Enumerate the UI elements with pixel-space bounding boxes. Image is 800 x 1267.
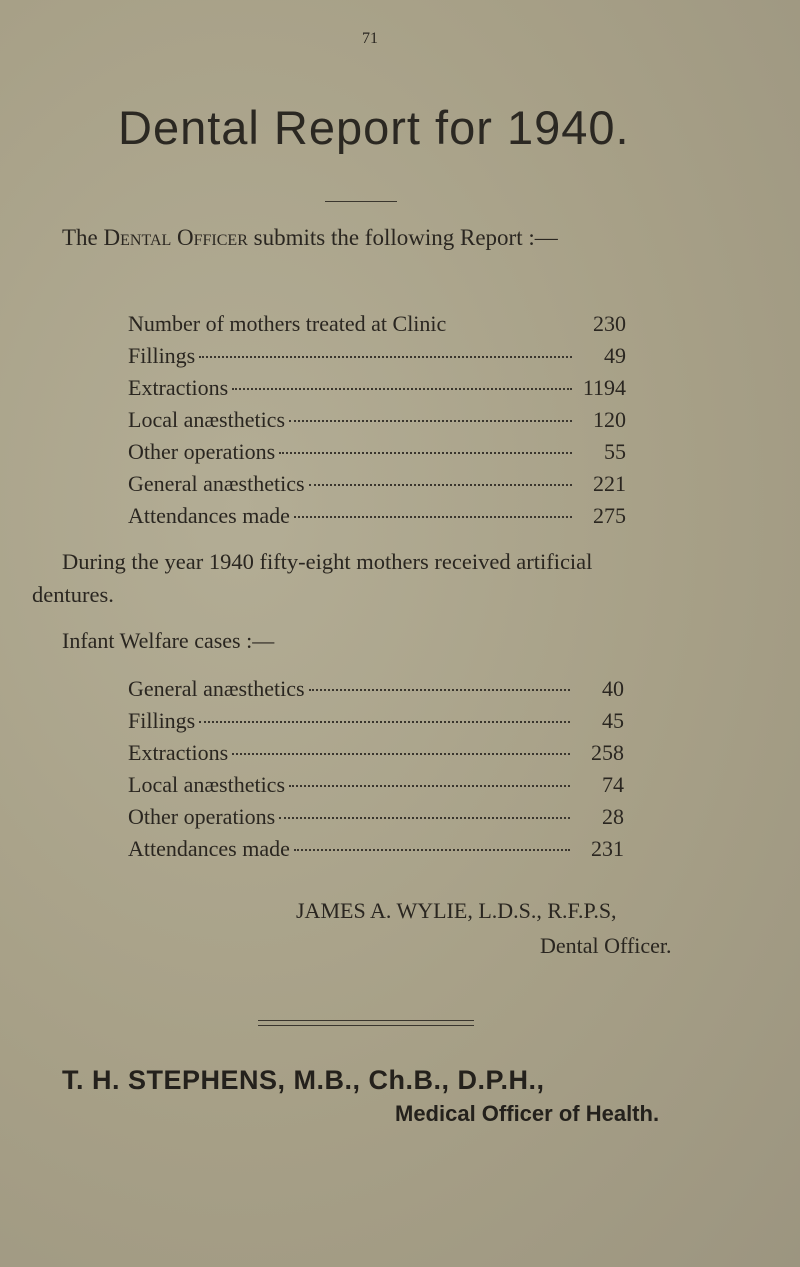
dot-leader [279,817,570,819]
table-row [128,375,626,407]
section-divider [258,1020,474,1026]
dot-leader [309,484,572,486]
row-value: 231 [591,836,624,861]
row-value: 275 [593,503,626,528]
row-label: Fillings [128,708,196,733]
infant-table [128,676,624,868]
medical-officer-name: T. H. STEPHENS, M.B., Ch.B., D.P.H., [62,1065,545,1095]
dot-leader [232,388,572,390]
table-row [128,311,626,343]
dot-leader [199,356,572,358]
row-value: 45 [602,708,624,733]
row-label: Fillings [128,343,196,368]
row-label: Other operations [128,804,276,829]
row-value: 49 [604,343,626,368]
row-value: 221 [593,471,626,496]
intro-prefix: The [62,225,98,250]
row-value: 55 [604,439,626,464]
row-label: General anæsthetics [128,471,305,496]
row-label: Attendances made [128,503,290,528]
table-row [128,407,626,439]
paragraph-line: dentures. [32,582,114,607]
row-value: 120 [593,407,626,432]
dot-leader [232,753,570,755]
dental-officer-label: Dental Officer [103,225,248,250]
dot-leader [294,516,572,518]
row-label: Number of mothers treated at Clinic [128,311,447,336]
dot-leader [294,849,570,851]
title-underline [325,201,397,202]
table-row [128,343,626,375]
table-row [128,471,626,503]
page-number: 71 [362,30,378,47]
table-row [128,676,624,708]
table-row [128,503,626,535]
row-label: General anæsthetics [128,676,305,701]
row-label: Extractions [128,375,229,400]
row-value: 258 [591,740,624,765]
table-row [128,439,626,471]
table-row [128,804,624,836]
mothers-table [128,311,626,535]
row-value: 1194 [582,375,626,400]
row-value: 230 [593,311,626,336]
dot-leader [199,721,570,723]
table-row [128,708,624,740]
intro-line [62,225,558,251]
intro-suffix: submits the following Report :— [253,225,558,250]
row-value: 74 [602,772,624,797]
dot-leader [289,420,572,422]
paragraph-line: During the year 1940 fifty-eight mothers received artificial [62,549,593,574]
dental-officer-name: JAMES A. WYLIE, L.D.S., R.F.P.S, [296,898,617,923]
table-row [128,836,624,868]
medical-officer-title: Medical Officer of Health. [395,1101,660,1126]
row-value: 40 [602,676,624,701]
row-label: Extractions [128,740,229,765]
row-label: Local anæsthetics [128,772,286,797]
dot-leader [289,785,570,787]
table-row [128,740,624,772]
infant-welfare-heading: Infant Welfare cases :— [62,628,275,653]
table-row [128,772,624,804]
row-label: Attendances made [128,836,290,861]
dental-officer-title: Dental Officer. [540,933,672,958]
row-value: 28 [602,804,624,829]
page-title: Dental Report for 1940. [118,101,630,154]
dot-leader [279,452,572,454]
row-label: Local anæsthetics [128,407,286,432]
dentures-paragraph [32,545,772,611]
row-label: Other operations [128,439,276,464]
dot-leader [309,689,570,691]
